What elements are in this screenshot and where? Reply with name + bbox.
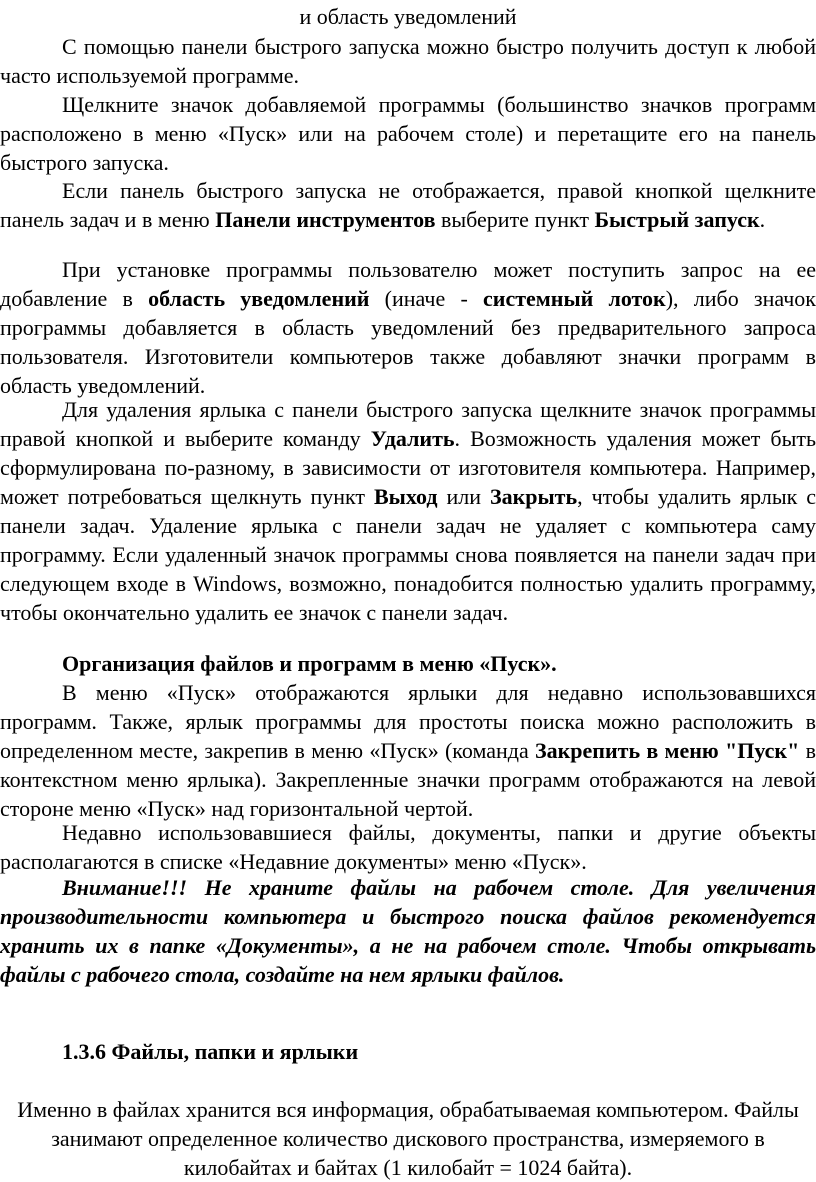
top-line: и область уведомлений [299,4,517,29]
paragraph-recent-documents: Недавно использовавшиеся файлы, документы, папки и другие объекты располагаются в списке «Недавние документы» меню «Пуск». [0,820,816,874]
bold-term-toolbars: Панели инструментов [215,207,436,232]
paragraph-notification-area [0,255,816,400]
text-span: При установке программы пользователю может поступить запрос на ее добавление в [0,257,816,311]
bold-term-system-tray: системный лоток [483,286,666,311]
text-span: ), либо значок программы добавляется в область уведомлений без предварительного запроса пользователя. Изготовители компьютеров также добавляют значки программ в область уведомлений. [0,286,816,398]
text-span: , чтобы удалить ярлык с панели задач. Удаление ярлыка с панели задач не удаляет с компьютера саму программу. Если удаленный значок программы снова появляется на панели задач при следующем входе в Windows, возможно, понадобится полностью удалить программу, чтобы окончательно удалить ее значок с панели задач. [0,484,816,625]
bold-term-delete: Удалить [370,426,455,451]
section-heading: 1.3.6 Файлы, папки и ярлыки [62,1039,359,1064]
bold-term-exit: Выход [374,484,438,509]
text-span: В меню «Пуск» отображаются ярлыки для недавно использовавшихся программ. Также, ярлык программы для простоты поиска можно расположить в определенном месте, закрепив в меню «Пуск» (команда [0,680,816,763]
paragraph-drag-icon: Щелкните значок добавляемой программы (большинство значков программ расположено в меню «Пуск» или на рабочем столе) и перетащите его на панель быстрого запуска. [0,92,816,175]
bold-term-quick-launch: Быстрый запуск [594,207,760,232]
warning-paragraph: Внимание!!! Не храните файлы на рабочем столе. Для увеличения производительности компьютера и быстрого поиска файлов рекомендуется хранить их в папке «Документы», а не на рабочем столе. Чтобы открывать файлы с рабочего стола, создайте на нем ярлыки файлов. [0,875,816,987]
bold-term-close: Закрыть [489,484,578,509]
bold-term-pin-to-start: Закрепить в меню "Пуск" [535,738,800,763]
paragraph-files-intro: Именно в файлах хранится вся информация, обрабатываемая компьютером. Файлы занимают определенное количество дискового пространства, измеряемого в килобайтах и байтах (1 килобайт = 1024 байта). [17,1097,799,1180]
paragraph-toolbar-menu [0,176,816,234]
text-span: (иначе - [369,286,483,311]
text-span: или [437,484,490,509]
text-span: Если панель быстрого запуска не отображается, правой кнопкой щелкните панель задач и в меню [0,178,816,232]
text-span: в контекстном меню ярлыка). Закрепленные значки программ отображаются на левой стороне меню «Пуск» над горизонтальной чертой. [0,738,816,821]
subheading-start-menu: Организация файлов и программ в меню «Пуск». [62,651,557,676]
text-span: выберите пункт [435,207,595,232]
paragraph-start-menu-pin [0,678,816,823]
text-span: Для удаления ярлыка с панели быстрого запуска щелкните значок программы правой кнопкой и выберите команду [0,397,816,451]
text-span: . Возможность удаления может быть сформулирована по-разному, в зависимости от изготовителя компьютера. Например, может потребоваться щелкнуть пункт [0,426,816,509]
text-span: . [759,207,766,232]
bold-term-notification-area: область уведомлений [148,286,370,311]
paragraph-quick-launch-intro: С помощью панели быстрого запуска можно быстро получить доступ к любой часто используемой программе. [0,34,816,88]
paragraph-remove-shortcut [0,395,816,627]
